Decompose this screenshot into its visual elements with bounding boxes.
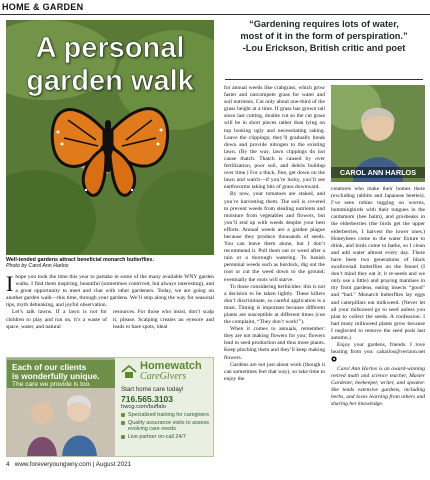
caption-credit: Photo by Carol Ann Harlos: [6, 263, 69, 270]
section-header: [0, 0, 430, 15]
ad-bullet: [121, 412, 211, 418]
page-number: 4: [6, 461, 10, 468]
ad-bullet-text: Live partner on-call 24/7: [128, 434, 186, 440]
flower-icon: [331, 356, 337, 362]
logo-brand-1: Homewatch: [140, 360, 202, 372]
article-paragraph: [331, 342, 425, 364]
intro-text: hope you took the time this year to partake in some of the many available WNY garden walks. I find them inspiring, beautiful (sometimes contrived, but always interesting), and a great opportunity to meet and chat with other gardeners. Today, we are going on another garden walk—this time, through your gardens. We’ll stop along the way for seasonal tips, myth debunking, and joyful observation.: [6, 274, 214, 309]
lawn-text-a: Let’s talk lawns. If a lawn is not for children to play and run on, it’s a waste of space, water, and natural: [6, 309, 107, 330]
caption-text: Well-tended gardens attract beneficial monarch butterflies.: [6, 257, 154, 263]
ad-headline-1: Each of our clients: [12, 362, 87, 372]
article-paragraph: When it comes to annuals, remember: they are not making flowers for you; flowers lead to seed production and thus more plants. Keep pinching them and they’ll keep making flowers.: [224, 326, 325, 361]
lawn-paragraph: [6, 309, 214, 330]
page-footer: [6, 461, 214, 468]
quote-line-2: most of it in the form of perspiration.”: [240, 31, 408, 41]
ad-subhead: The care we provide is too.: [12, 381, 92, 388]
ad-cta: Start home care today!: [121, 386, 184, 393]
hero-title-line-1: A personal: [35, 32, 185, 64]
homewatch-ad[interactable]: [6, 357, 214, 457]
article-left-column: [6, 271, 214, 331]
bullet-icon: [121, 413, 125, 417]
article-paragraph: By now, your tomatoes are staked, and you’re harvesting them. The soil is covered to prevent weeds from stealing nutrients and moisture from vegetables and flowers, but you’ll end up with weeds despite your best efforts. Annual weeds are a garden plague because they produce thousands of seeds. You can leave them alone, but I don’t recommend it. Pull them out or weed after a rain or a thorough watering. To banish perennial weeds such as burdock, dig out the root or cut the weed down to the ground; eventually the roots will starve.: [224, 191, 325, 283]
hero-title: [6, 32, 214, 98]
ad-headline-2: is wonderfully unique.: [12, 371, 100, 381]
article-middle-column: [224, 85, 325, 383]
footer-divider: |: [92, 461, 95, 468]
article-paragraph: Gardens are not just about work (though it can sometimes feel that way), so take time to enjoy the: [224, 361, 325, 382]
contact-text[interactable]: Enjoy your gardens, friends. I love hearing from you: caharlos@verizon.net: [331, 342, 425, 356]
logo-brand-2: CareGivers: [140, 371, 187, 382]
section-label: HOME & GARDEN: [2, 2, 84, 12]
hero-title-line-2: garden walk: [26, 65, 194, 97]
article-paragraph: creatures who make their homes there (excluding rabbits and Japanese beetles). I’ve seen robins tugging on worms, hummingbirds with their tongues in the cardamom (bee balm), and grosbeaks in the elderberries (the birds get the upper elderberries, I harvest the lower ones.) Honeybees come to the water fixture to drink, and birds come to bathe, so I clean and add water almost every day. There have been two generations of black swallowtail butterflies on the fennel (I don’t mind they eat it; it re-seeds and we only use a little) and praying mantises in my front gardens, eating insects “good” and “bad.” Monarch butterflies lay eggs and caterpillars eat milkweed. (Never let all your milkweed go to seed unless you plan to collect the seeds. A confession: I had many milkweed plants grow because I neglected to remove the seed pods last autumn.): [331, 186, 425, 341]
ad-bullet-text: Quality assurance visits to assess evolving care needs: [128, 420, 209, 432]
homewatch-logo: [121, 361, 211, 382]
lawn-text-b: resources. For those who insist, don’t scalp it, please. Scalping creates an eyesore and leads to bare spots, ideal: [113, 309, 214, 330]
bullet-icon: [121, 435, 125, 439]
ad-right-panel: [117, 358, 214, 457]
ad-url[interactable]: hwcg.com/buffalo: [121, 404, 167, 410]
article-right-column: [331, 186, 425, 408]
house-logo-icon: [121, 364, 137, 380]
author-name: CAROL ANN HARLOS: [331, 167, 425, 178]
ad-banner: [7, 360, 115, 388]
drop-cap: I: [6, 271, 14, 296]
hero-photo: [6, 20, 214, 255]
pull-quote: [224, 18, 424, 54]
ad-bullet: [121, 420, 211, 432]
section-rule: [0, 14, 430, 15]
quote-rule: [225, 79, 423, 80]
ad-phone[interactable]: 716.565.3103: [121, 394, 173, 404]
bullet-icon: [121, 421, 125, 425]
intro-paragraph: [6, 271, 214, 309]
photo-caption: [6, 257, 216, 270]
article-paragraph: for annual weeds like crabgrass, which grow faster and outcompete grass for water and soil nutrients. Cut only about one-third of the grass height at a time. If grass has grown tall since last cutting, double cut so the cut grass will be in short pieces rather than lying on top looking ugly and necessitating raking. Leave the clippings; they’ll gradually break down and provide nitrogen to the existing lawn. (By the way, lawn clippings do not cause thatch. Thatch is caused by over fertilization, poor soil, and debris buildup over time.) For a thick, fine, get down on the lawn and watch—if you’re lucky, you’ll see earthworms taking bits of grass downward.: [224, 85, 325, 191]
article-paragraph: To those considering herbicides: this is not a decision to be taken lightly. These killers don’t discriminate, so careful application is a must. Timing is important because different plants are susceptible at different times (cue the complaint, “They don’t work!”).: [224, 283, 325, 326]
ad-left-panel: [7, 358, 115, 457]
author-photo: [331, 85, 425, 182]
author-bio: Carol Ann Harlos is an award-winning retired math and science teacher, Master Gardener, beekeeper, writer, and speaker. She tends extensive gardens, including herbs, and loves learning from others and sharing her knowledge.: [331, 365, 425, 408]
quote-line-1: “Gardening requires lots of water,: [249, 19, 399, 29]
ad-bullet: [121, 434, 211, 440]
site-url[interactable]: www.foreveryoungwny.com: [14, 461, 91, 468]
quote-attribution: -Lou Erickson, British critic and poet: [242, 43, 406, 53]
ad-bullet-text: Specialized training for caregivers: [128, 412, 209, 418]
issue-date: August 2021: [95, 461, 132, 468]
